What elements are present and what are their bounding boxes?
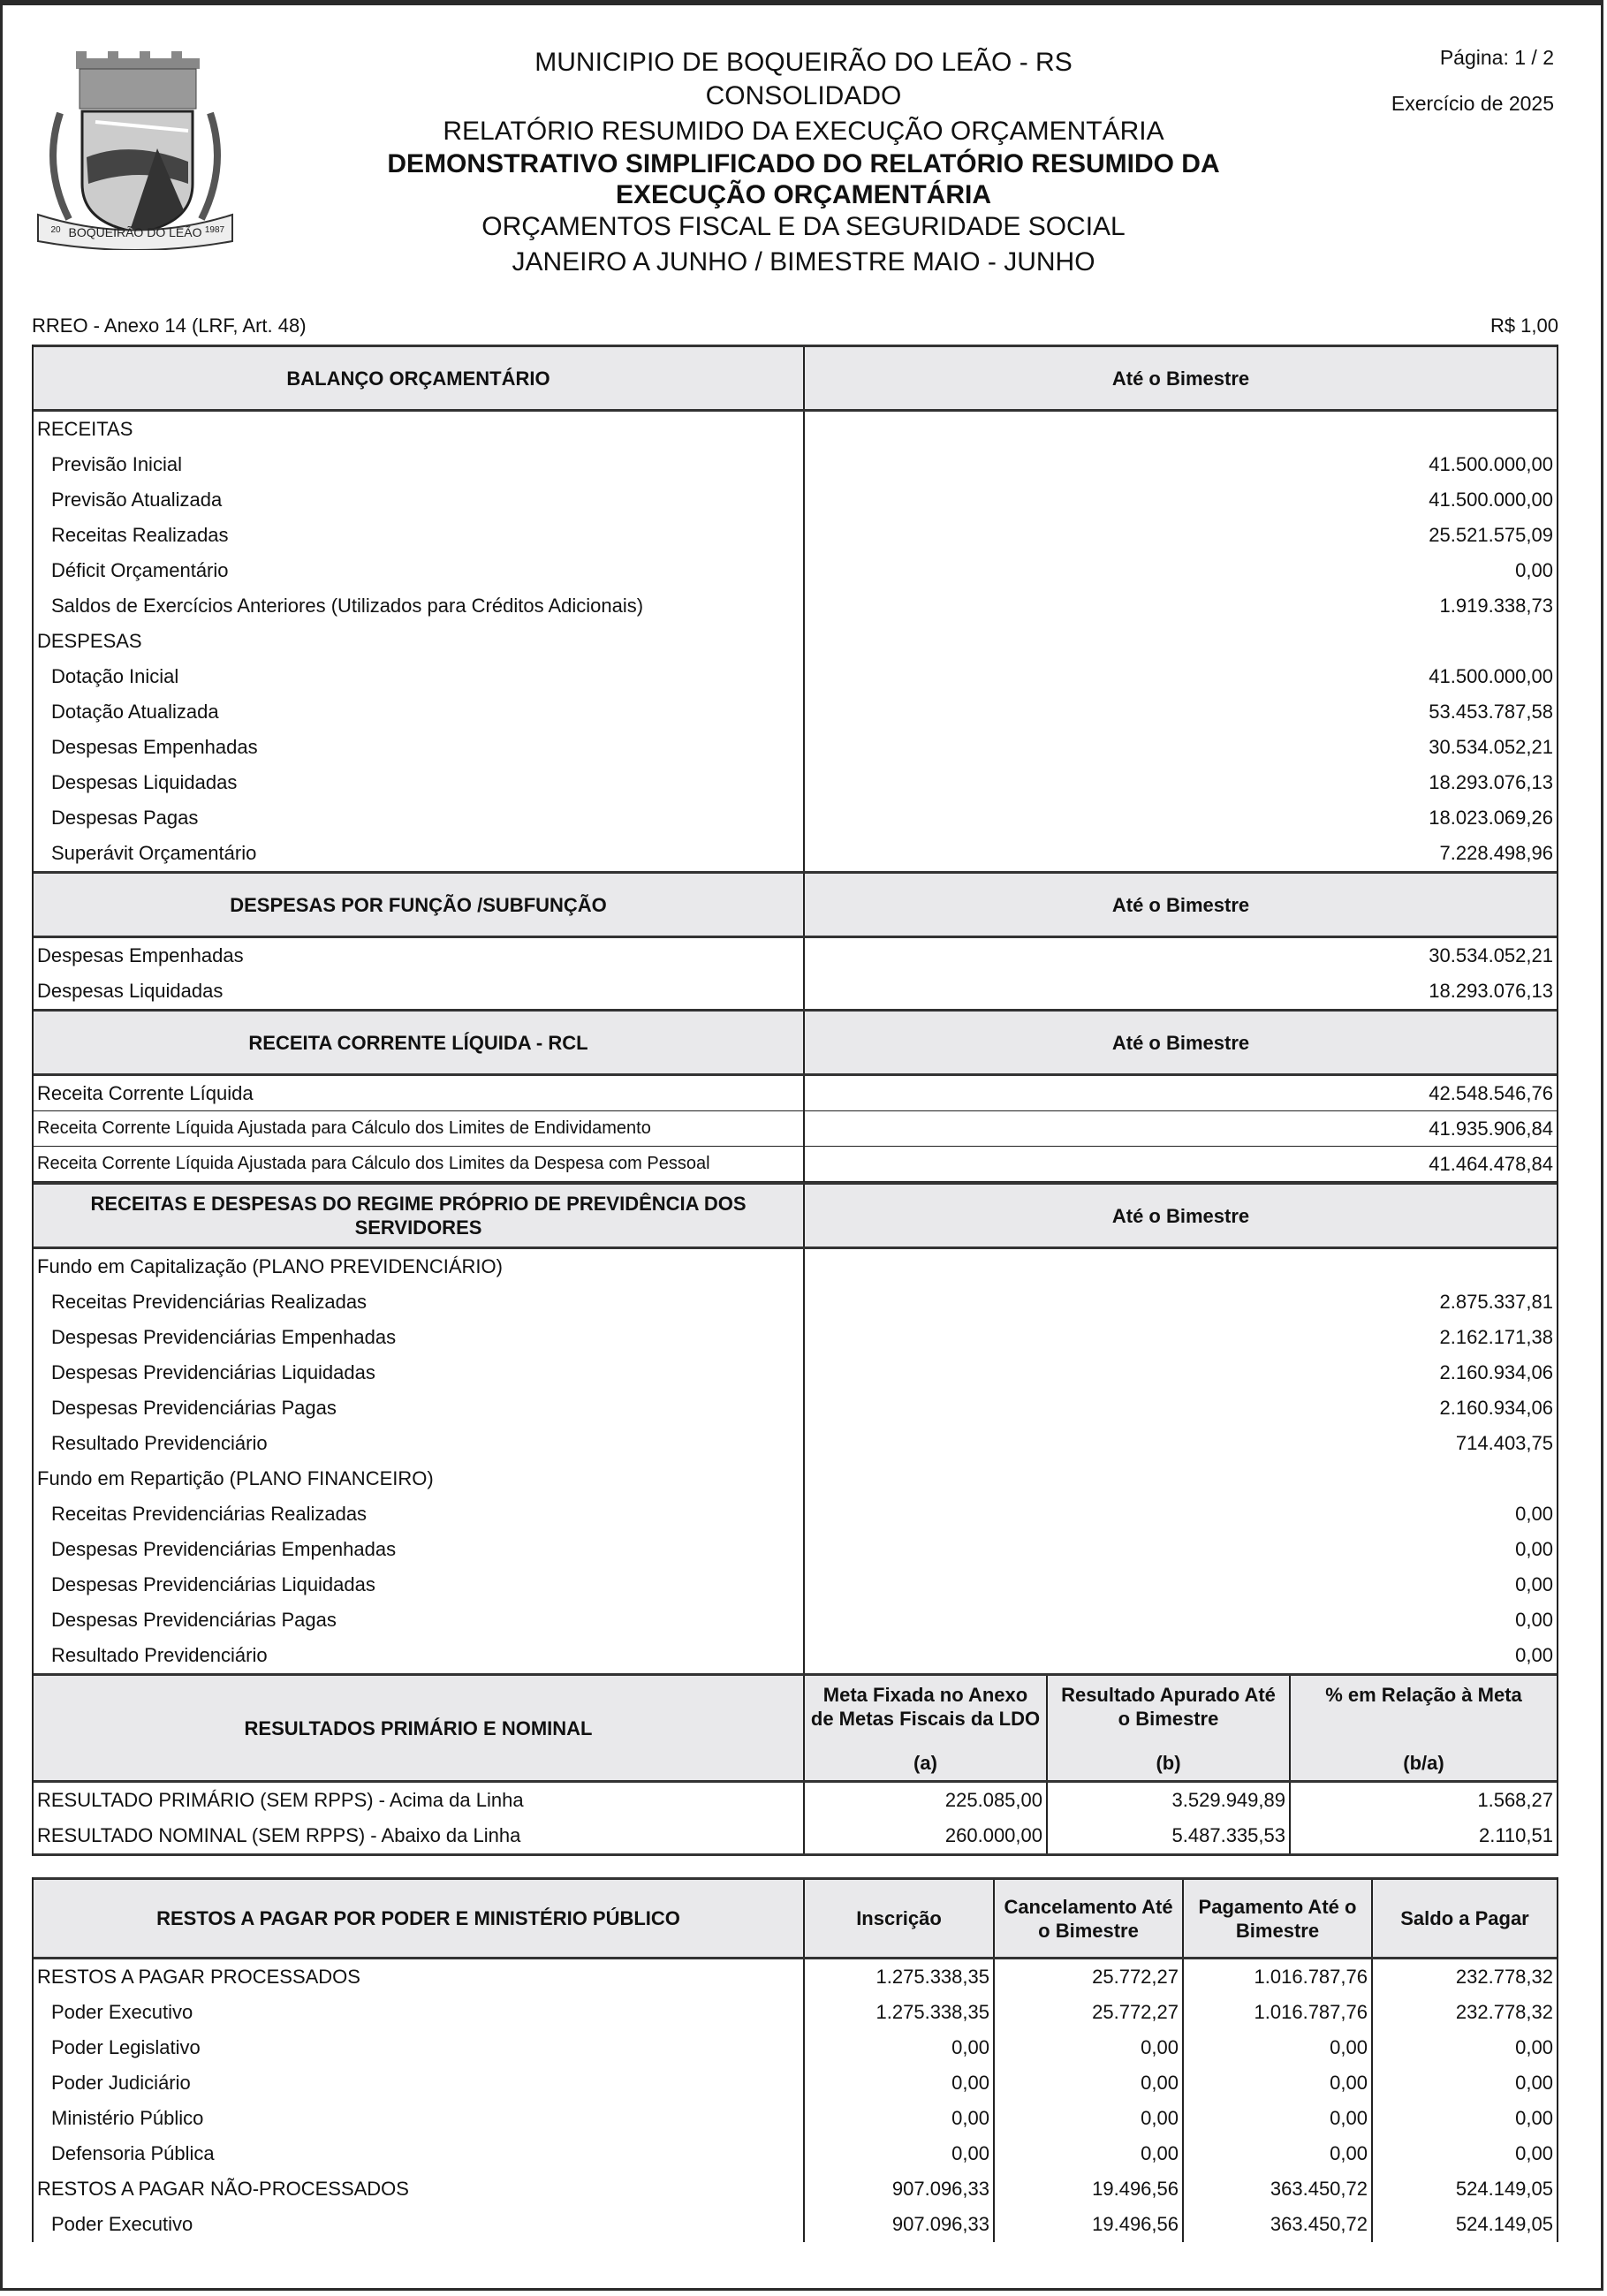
municipality-title: MUNICIPIO DE BOQUEIRÃO DO LEÃO - RS [534, 48, 1073, 77]
table-row [34, 659, 1557, 694]
table-row [34, 1783, 1557, 1818]
table-row [34, 1461, 1557, 1497]
row-label: Despesas Pagas [51, 807, 199, 829]
table-row [34, 1355, 1557, 1390]
table-row [34, 588, 1557, 624]
row-label: Resultado Previdenciário [51, 1644, 268, 1666]
row-label: Despesas Previdenciárias Liquidadas [51, 1573, 375, 1595]
row-label: Poder Legislativo [51, 2036, 201, 2058]
row-value: 1.275.338,35 [803, 1995, 993, 2030]
table-row [34, 624, 1557, 659]
row-value [803, 1249, 1557, 1284]
column-subheader: (a) [913, 1752, 937, 1774]
row-value: 2.160.934,06 [803, 1355, 1557, 1390]
row-value: 260.000,00 [803, 1818, 1046, 1853]
table-row [34, 1111, 1557, 1147]
scope-title: CONSOLIDADO [705, 81, 902, 110]
section-balanco [32, 345, 1558, 871]
row-value: 41.500.000,00 [803, 447, 1557, 482]
row-value: 363.450,72 [1182, 2207, 1371, 2242]
row-label: Dotação Atualizada [51, 701, 219, 723]
row-value: 25.772,27 [993, 1959, 1182, 1995]
row-value: 232.778,32 [1371, 1995, 1557, 2030]
row-value: 907.096,33 [803, 2171, 993, 2207]
row-label: Receita Corrente Líquida Ajustada para Cálculo dos Limites de Endividamento [37, 1118, 651, 1138]
currency-unit: R$ 1,00 [1490, 314, 1558, 337]
column-header: RECEITA CORRENTE LÍQUIDA - RCL [248, 1031, 588, 1054]
row-value: 0,00 [993, 2065, 1182, 2101]
row-label: Despesas Liquidadas [37, 980, 224, 1002]
section-restos [32, 1877, 1558, 2242]
row-value: 524.149,05 [1371, 2207, 1557, 2242]
row-label: Despesas Empenhadas [51, 736, 258, 758]
row-label: Superávit Orçamentário [51, 842, 257, 864]
section-rpps [32, 1182, 1558, 1673]
row-label: Poder Executivo [51, 2213, 193, 2235]
row-value [803, 412, 1557, 447]
table-row [34, 2101, 1557, 2136]
row-value: 41.935.906,84 [803, 1111, 1557, 1146]
row-value: 0,00 [1371, 2101, 1557, 2136]
section-header [34, 1673, 1557, 1783]
row-label: Receitas Previdenciárias Realizadas [51, 1291, 368, 1313]
row-label: Ministério Público [51, 2107, 204, 2129]
column-header: RECEITAS E DESPESAS DO REGIME PRÓPRIO DE PREVIDÊNCIA DOS SERVIDORES [90, 1193, 747, 1239]
row-value: 225.085,00 [803, 1783, 1046, 1818]
row-value [803, 1461, 1557, 1497]
row-value: 19.496,56 [993, 2171, 1182, 2207]
row-label: Saldos de Exercícios Anteriores (Utilizados para Créditos Adicionais) [51, 595, 644, 617]
row-label: Previsão Atualizada [51, 489, 223, 511]
row-value: 0,00 [1182, 2065, 1371, 2101]
annex-label: RREO - Anexo 14 (LRF, Art. 48) [32, 314, 307, 337]
row-value: 0,00 [803, 1567, 1557, 1603]
demonstrative-title-line2: EXECUÇÃO ORÇAMENTÁRIA [615, 180, 991, 209]
column-header-label: Resultado Apurado Até o Bimestre [1061, 1684, 1276, 1730]
row-value: 0,00 [803, 2101, 993, 2136]
table-row [34, 2030, 1557, 2065]
section-header [34, 871, 1557, 938]
row-label: DESPESAS [37, 630, 142, 652]
row-label: Receita Corrente Líquida [37, 1081, 254, 1104]
column-header [803, 1676, 1046, 1780]
row-value: 0,00 [803, 2136, 993, 2171]
row-value: 41.500.000,00 [803, 659, 1557, 694]
row-value: 907.096,33 [803, 2207, 993, 2242]
svg-text:BOQUEIRÃO DO LEÃO: BOQUEIRÃO DO LEÃO [68, 225, 202, 239]
table-row [34, 2171, 1557, 2207]
section-header [34, 345, 1557, 412]
row-value: 0,00 [803, 1532, 1557, 1567]
column-header: Inscrição [803, 1880, 993, 1957]
table-row [34, 2207, 1557, 2242]
row-value: 0,00 [1371, 2030, 1557, 2065]
row-label: RESTOS A PAGAR NÃO-PROCESSADOS [37, 2178, 409, 2200]
row-value: 0,00 [1182, 2030, 1371, 2065]
column-header: Cancelamento Até o Bimestre [993, 1880, 1182, 1957]
row-value: 0,00 [1371, 2065, 1557, 2101]
row-label: Receita Corrente Líquida Ajustada para Cálculo dos Limites da Despesa com Pessoal [37, 1154, 710, 1173]
table-row [34, 2136, 1557, 2171]
table-row [34, 1284, 1557, 1320]
row-value: 18.293.076,13 [803, 765, 1557, 800]
row-value: 0,00 [993, 2101, 1182, 2136]
column-subheader: (b) [1156, 1752, 1181, 1774]
column-header-label: % em Relação à Meta [1325, 1684, 1522, 1706]
period-title: JANEIRO A JUNHO / BIMESTRE MAIO - JUNHO [512, 247, 1095, 277]
table-row [34, 1818, 1557, 1853]
row-value: 2.875.337,81 [803, 1284, 1557, 1320]
row-value: 0,00 [803, 1603, 1557, 1638]
table-row [34, 1320, 1557, 1355]
row-label: Poder Executivo [51, 2001, 193, 2023]
row-label: Despesas Liquidadas [51, 771, 238, 793]
row-value: 18.293.076,13 [803, 974, 1557, 1009]
row-label: Fundo em Capitalização (PLANO PREVIDENCIÁRIO) [37, 1255, 503, 1277]
table-row [34, 482, 1557, 518]
table-row [34, 1603, 1557, 1638]
row-value: 2.162.171,38 [803, 1320, 1557, 1355]
row-value: 7.228.498,96 [803, 836, 1557, 871]
demonstrative-title-line1: DEMONSTRATIVO SIMPLIFICADO DO RELATÓRIO RESUMIDO DA [387, 149, 1220, 178]
row-value: 3.529.949,89 [1046, 1783, 1289, 1818]
column-header-label: Meta Fixada no Anexo de Metas Fiscais da LDO [810, 1684, 1041, 1730]
row-value: 0,00 [1182, 2101, 1371, 2136]
row-value: 30.534.052,21 [803, 730, 1557, 765]
row-label: RESTOS A PAGAR PROCESSADOS [37, 1966, 360, 1988]
page-number: Página: 1 / 2 [1439, 46, 1554, 69]
table-row [34, 2065, 1557, 2101]
column-header: Até o Bimestre [803, 1012, 1557, 1073]
fiscal-year: Exercício de 2025 [1391, 92, 1554, 115]
row-value: 1.016.787,76 [1182, 1995, 1371, 2030]
section-resultados [32, 1673, 1558, 1856]
row-value: 363.450,72 [1182, 2171, 1371, 2207]
row-value: 41.464.478,84 [803, 1147, 1557, 1181]
table-row [34, 412, 1557, 447]
column-header: DESPESAS POR FUNÇÃO /SUBFUNÇÃO [230, 893, 607, 916]
row-label: Receitas Previdenciárias Realizadas [51, 1503, 368, 1525]
column-header [1289, 1676, 1557, 1780]
row-label: Receitas Realizadas [51, 524, 229, 546]
table-row [34, 1249, 1557, 1284]
column-header: RESTOS A PAGAR POR PODER E MINISTÉRIO PÚBLICO [156, 1907, 680, 1929]
row-label: Despesas Previdenciárias Liquidadas [51, 1361, 375, 1383]
svg-text:20: 20 [50, 225, 61, 235]
svg-text:1987: 1987 [204, 225, 225, 235]
row-value: 0,00 [993, 2030, 1182, 2065]
table-row [34, 1532, 1557, 1567]
budgets-title: ORÇAMENTOS FISCAL E DA SEGURIDADE SOCIAL [481, 212, 1126, 241]
row-value: 0,00 [803, 1638, 1557, 1673]
row-value: 18.023.069,26 [803, 800, 1557, 836]
row-label: Déficit Orçamentário [51, 559, 229, 581]
row-label: RESULTADO PRIMÁRIO (SEM RPPS) - Acima da Linha [37, 1789, 524, 1811]
row-label: Despesas Previdenciárias Pagas [51, 1609, 337, 1631]
column-header-label: RESULTADOS PRIMÁRIO E NOMINAL [244, 1716, 593, 1739]
column-subheader: (b/a) [1403, 1752, 1444, 1774]
table-row [34, 800, 1557, 836]
table-row [34, 694, 1557, 730]
row-label: Poder Judiciário [51, 2072, 191, 2094]
row-value: 0,00 [803, 2030, 993, 2065]
row-value: 53.453.787,58 [803, 694, 1557, 730]
row-value: 30.534.052,21 [803, 938, 1557, 974]
section-rcl [32, 1009, 1558, 1182]
section-header [34, 1182, 1557, 1249]
table-row [34, 1147, 1557, 1182]
row-label: Despesas Empenhadas [37, 944, 244, 966]
row-label: Despesas Previdenciárias Pagas [51, 1397, 337, 1419]
column-header [34, 1676, 803, 1780]
table-row [34, 447, 1557, 482]
row-value: 19.496,56 [993, 2207, 1182, 2242]
row-value: 0,00 [803, 1497, 1557, 1532]
column-header: Pagamento Até o Bimestre [1182, 1880, 1371, 1957]
table-row [34, 836, 1557, 871]
column-header: Até o Bimestre [803, 874, 1557, 936]
row-value: 232.778,32 [1371, 1959, 1557, 1995]
row-value: 0,00 [803, 2065, 993, 2101]
row-value: 5.487.335,53 [1046, 1818, 1289, 1853]
table-row [34, 1567, 1557, 1603]
report-title: RELATÓRIO RESUMIDO DA EXECUÇÃO ORÇAMENTÁRIA [443, 117, 1164, 146]
column-header [1046, 1676, 1289, 1780]
row-value: 1.275.338,35 [803, 1959, 993, 1995]
column-header: BALANÇO ORÇAMENTÁRIO [286, 367, 550, 390]
row-value: 0,00 [803, 553, 1557, 588]
table-row [34, 1638, 1557, 1673]
row-value: 42.548.546,76 [803, 1076, 1557, 1110]
table-row [34, 1390, 1557, 1426]
row-label: Defensoria Pública [51, 2142, 215, 2164]
row-value: 2.110,51 [1289, 1818, 1557, 1853]
row-value: 41.500.000,00 [803, 482, 1557, 518]
table-row [34, 1076, 1557, 1111]
table-row [34, 1995, 1557, 2030]
row-value: 0,00 [1371, 2136, 1557, 2171]
row-value: 1.568,27 [1289, 1783, 1557, 1818]
section-header [34, 1877, 1557, 1959]
row-label: RESULTADO NOMINAL (SEM RPPS) - Abaixo da Linha [37, 1824, 521, 1846]
column-header: Até o Bimestre [803, 1185, 1557, 1247]
table-row [34, 1426, 1557, 1461]
table-row [34, 730, 1557, 765]
table-row [34, 553, 1557, 588]
row-value: 1.919.338,73 [803, 588, 1557, 624]
column-header: Até o Bimestre [803, 347, 1557, 409]
table-row [34, 765, 1557, 800]
table-row [34, 974, 1557, 1009]
row-value: 0,00 [993, 2136, 1182, 2171]
row-label: RECEITAS [37, 418, 133, 440]
row-label: Dotação Inicial [51, 665, 179, 687]
section-funcao [32, 871, 1558, 1009]
table-row [34, 518, 1557, 553]
row-value: 25.772,27 [993, 1995, 1182, 2030]
column-header: Saldo a Pagar [1371, 1880, 1557, 1957]
row-label: Resultado Previdenciário [51, 1432, 268, 1454]
row-label: Despesas Previdenciárias Empenhadas [51, 1538, 397, 1560]
section-header [34, 1009, 1557, 1076]
row-value [803, 624, 1557, 659]
table-row [34, 1497, 1557, 1532]
row-label: Previsão Inicial [51, 453, 182, 475]
table-row [34, 1959, 1557, 1995]
row-value: 2.160.934,06 [803, 1390, 1557, 1426]
row-value: 25.521.575,09 [803, 518, 1557, 553]
row-value: 714.403,75 [803, 1426, 1557, 1461]
row-value: 524.149,05 [1371, 2171, 1557, 2207]
row-value: 0,00 [1182, 2136, 1371, 2171]
row-label: Fundo em Repartição (PLANO FINANCEIRO) [37, 1467, 434, 1489]
row-label: Despesas Previdenciárias Empenhadas [51, 1326, 397, 1348]
row-value: 1.016.787,76 [1182, 1959, 1371, 1995]
table-row [34, 938, 1557, 974]
